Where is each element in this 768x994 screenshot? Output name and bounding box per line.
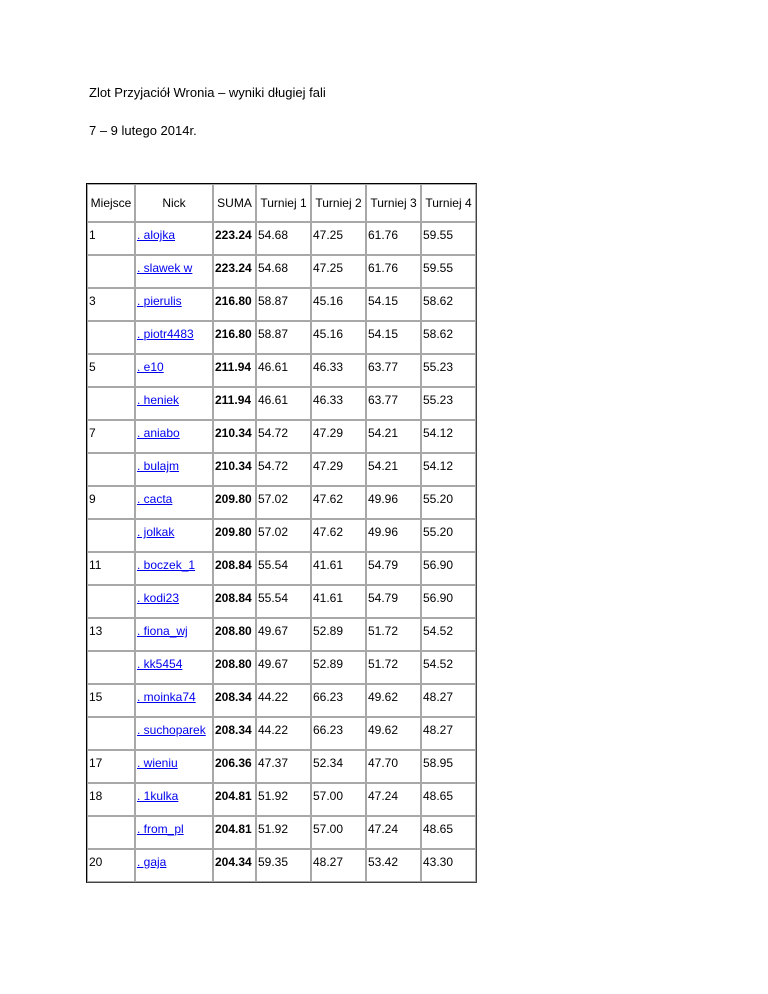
place-cell: 13 — [87, 618, 135, 651]
turniej-3-cell: 54.79 — [366, 552, 421, 585]
turniej-4-cell: 43.30 — [421, 849, 476, 882]
turniej-4-cell: 48.27 — [421, 717, 476, 750]
nick-cell — [135, 420, 213, 453]
nick-cell — [135, 354, 213, 387]
turniej-2-cell: 47.25 — [311, 255, 366, 288]
place-cell — [87, 651, 135, 684]
place-cell: 20 — [87, 849, 135, 882]
turniej-1-cell: 59.35 — [256, 849, 311, 882]
sum-cell: 210.34 — [213, 420, 256, 453]
turniej-3-cell: 49.96 — [366, 519, 421, 552]
turniej-3-cell: 49.96 — [366, 486, 421, 519]
turniej-3-cell: 54.21 — [366, 420, 421, 453]
place-cell: 11 — [87, 552, 135, 585]
turniej-1-cell: 55.54 — [256, 552, 311, 585]
turniej-3-cell: 47.24 — [366, 783, 421, 816]
turniej-1-cell: 46.61 — [256, 387, 311, 420]
header-nick: Nick — [135, 184, 213, 222]
turniej-4-cell: 55.20 — [421, 486, 476, 519]
turniej-2-cell: 47.29 — [311, 420, 366, 453]
nick-cell — [135, 717, 213, 750]
turniej-2-cell: 52.89 — [311, 618, 366, 651]
nick-link[interactable]: . fiona_wj — [137, 624, 188, 638]
turniej-4-cell: 55.23 — [421, 354, 476, 387]
table-row — [87, 783, 476, 816]
turniej-2-cell: 41.61 — [311, 552, 366, 585]
turniej-4-cell: 55.20 — [421, 519, 476, 552]
turniej-4-cell: 54.12 — [421, 453, 476, 486]
sum-cell: 223.24 — [213, 255, 256, 288]
sum-cell: 210.34 — [213, 453, 256, 486]
nick-cell — [135, 453, 213, 486]
table-row — [87, 684, 476, 717]
results-table — [86, 183, 477, 883]
turniej-2-cell: 45.16 — [311, 288, 366, 321]
turniej-2-cell: 47.62 — [311, 519, 366, 552]
table-row — [87, 552, 476, 585]
table-row — [87, 321, 476, 354]
turniej-4-cell: 48.65 — [421, 783, 476, 816]
turniej-4-cell: 58.62 — [421, 288, 476, 321]
place-cell: 15 — [87, 684, 135, 717]
nick-link[interactable]: . kodi23 — [137, 591, 180, 605]
nick-link[interactable]: . boczek_1 — [137, 558, 196, 572]
turniej-2-cell: 45.16 — [311, 321, 366, 354]
turniej-4-cell: 58.95 — [421, 750, 476, 783]
place-cell — [87, 453, 135, 486]
nick-cell — [135, 486, 213, 519]
table-row — [87, 255, 476, 288]
place-cell: 3 — [87, 288, 135, 321]
sum-cell: 208.80 — [213, 651, 256, 684]
turniej-1-cell: 47.37 — [256, 750, 311, 783]
turniej-4-cell: 59.55 — [421, 255, 476, 288]
table-row — [87, 453, 476, 486]
turniej-3-cell: 47.24 — [366, 816, 421, 849]
table-row — [87, 816, 476, 849]
turniej-2-cell: 66.23 — [311, 717, 366, 750]
turniej-3-cell: 49.62 — [366, 684, 421, 717]
nick-cell — [135, 387, 213, 420]
header-sum: SUMA — [213, 184, 256, 222]
nick-cell — [135, 816, 213, 849]
place-cell: 7 — [87, 420, 135, 453]
turniej-2-cell: 52.34 — [311, 750, 366, 783]
turniej-2-cell: 46.33 — [311, 354, 366, 387]
turniej-1-cell: 49.67 — [256, 618, 311, 651]
sum-cell: 208.34 — [213, 717, 256, 750]
place-cell — [87, 585, 135, 618]
nick-link[interactable]: . heniek — [137, 393, 180, 407]
turniej-4-cell: 59.55 — [421, 222, 476, 255]
nick-link[interactable]: . jolkak — [137, 525, 175, 539]
nick-link[interactable]: . moinka74 — [137, 690, 196, 704]
turniej-1-cell: 44.22 — [256, 717, 311, 750]
table-row — [87, 618, 476, 651]
sum-cell: 208.84 — [213, 552, 256, 585]
nick-cell — [135, 288, 213, 321]
nick-cell — [135, 849, 213, 882]
turniej-1-cell: 57.02 — [256, 486, 311, 519]
nick-link[interactable]: . bulajm — [137, 459, 180, 473]
table-row — [87, 354, 476, 387]
nick-link[interactable]: . suchoparek — [137, 723, 206, 737]
sum-cell: 204.34 — [213, 849, 256, 882]
turniej-1-cell: 54.72 — [256, 420, 311, 453]
turniej-2-cell: 41.61 — [311, 585, 366, 618]
turniej-2-cell: 57.00 — [311, 816, 366, 849]
nick-cell — [135, 783, 213, 816]
nick-cell — [135, 750, 213, 783]
sum-cell: 208.84 — [213, 585, 256, 618]
sum-cell: 208.34 — [213, 684, 256, 717]
turniej-3-cell: 63.77 — [366, 387, 421, 420]
sum-cell: 204.81 — [213, 816, 256, 849]
header-turniej-1: Turniej 1 — [256, 184, 311, 222]
nick-link[interactable]: . e10 — [137, 360, 164, 374]
nick-link[interactable]: . aniabo — [137, 426, 180, 440]
turniej-4-cell: 54.52 — [421, 618, 476, 651]
turniej-2-cell: 57.00 — [311, 783, 366, 816]
table-row — [87, 585, 476, 618]
sum-cell: 208.80 — [213, 618, 256, 651]
turniej-1-cell: 58.87 — [256, 321, 311, 354]
turniej-1-cell: 54.68 — [256, 255, 311, 288]
place-cell: 18 — [87, 783, 135, 816]
nick-link[interactable]: . alojka — [137, 228, 176, 242]
turniej-4-cell: 58.62 — [421, 321, 476, 354]
sum-cell: 206.36 — [213, 750, 256, 783]
results-body — [87, 222, 476, 882]
turniej-4-cell: 48.65 — [421, 816, 476, 849]
turniej-3-cell: 54.15 — [366, 288, 421, 321]
place-cell: 5 — [87, 354, 135, 387]
nick-cell — [135, 585, 213, 618]
turniej-1-cell: 58.87 — [256, 288, 311, 321]
place-cell: 1 — [87, 222, 135, 255]
nick-link[interactable]: . from_pl — [137, 822, 184, 836]
place-cell — [87, 519, 135, 552]
turniej-1-cell: 46.61 — [256, 354, 311, 387]
place-cell — [87, 321, 135, 354]
header-turniej-2: Turniej 2 — [311, 184, 366, 222]
turniej-2-cell: 48.27 — [311, 849, 366, 882]
table-row — [87, 750, 476, 783]
table-row — [87, 717, 476, 750]
header-turniej-4: Turniej 4 — [421, 184, 476, 222]
turniej-2-cell: 47.29 — [311, 453, 366, 486]
sum-cell: 211.94 — [213, 354, 256, 387]
table-row — [87, 849, 476, 882]
turniej-4-cell: 54.12 — [421, 420, 476, 453]
nick-link[interactable]: . wieniu — [137, 756, 178, 770]
turniej-4-cell: 55.23 — [421, 387, 476, 420]
place-cell: 9 — [87, 486, 135, 519]
turniej-3-cell: 61.76 — [366, 222, 421, 255]
nick-link[interactable]: . cacta — [137, 492, 173, 506]
turniej-3-cell: 63.77 — [366, 354, 421, 387]
turniej-2-cell: 52.89 — [311, 651, 366, 684]
nick-link[interactable]: . 1kulka — [137, 789, 179, 803]
turniej-3-cell: 61.76 — [366, 255, 421, 288]
table-header-row — [87, 184, 476, 222]
table-row — [87, 288, 476, 321]
turniej-2-cell: 66.23 — [311, 684, 366, 717]
turniej-1-cell: 55.54 — [256, 585, 311, 618]
turniej-1-cell: 49.67 — [256, 651, 311, 684]
header-turniej-3: Turniej 3 — [366, 184, 421, 222]
turniej-1-cell: 51.92 — [256, 783, 311, 816]
nick-link[interactable]: . kk5454 — [137, 657, 183, 671]
place-cell — [87, 816, 135, 849]
sum-cell: 204.81 — [213, 783, 256, 816]
turniej-2-cell: 47.62 — [311, 486, 366, 519]
nick-cell — [135, 552, 213, 585]
sum-cell: 223.24 — [213, 222, 256, 255]
turniej-3-cell: 54.79 — [366, 585, 421, 618]
turniej-1-cell: 44.22 — [256, 684, 311, 717]
place-cell: 17 — [87, 750, 135, 783]
turniej-1-cell: 51.92 — [256, 816, 311, 849]
table-row — [87, 420, 476, 453]
turniej-1-cell: 54.68 — [256, 222, 311, 255]
nick-cell — [135, 222, 213, 255]
nick-cell — [135, 255, 213, 288]
turniej-3-cell: 51.72 — [366, 618, 421, 651]
turniej-2-cell: 46.33 — [311, 387, 366, 420]
table-row — [87, 651, 476, 684]
nick-link[interactable]: . gaja — [137, 855, 167, 869]
sum-cell: 216.80 — [213, 288, 256, 321]
turniej-3-cell: 51.72 — [366, 651, 421, 684]
turniej-4-cell: 56.90 — [421, 552, 476, 585]
sum-cell: 216.80 — [213, 321, 256, 354]
nick-cell — [135, 321, 213, 354]
turniej-3-cell: 49.62 — [366, 717, 421, 750]
nick-link[interactable]: . piotr4483 — [137, 327, 194, 341]
nick-link[interactable]: . pierulis — [137, 294, 182, 308]
table-row — [87, 519, 476, 552]
turniej-3-cell: 53.42 — [366, 849, 421, 882]
sum-cell: 209.80 — [213, 519, 256, 552]
event-date: 7 – 9 lutego 2014r. — [89, 123, 197, 138]
turniej-4-cell: 56.90 — [421, 585, 476, 618]
turniej-3-cell: 47.70 — [366, 750, 421, 783]
table-row — [87, 486, 476, 519]
turniej-3-cell: 54.21 — [366, 453, 421, 486]
nick-cell — [135, 519, 213, 552]
place-cell — [87, 387, 135, 420]
nick-cell — [135, 684, 213, 717]
turniej-1-cell: 57.02 — [256, 519, 311, 552]
turniej-4-cell: 54.52 — [421, 651, 476, 684]
nick-cell — [135, 651, 213, 684]
table-row — [87, 387, 476, 420]
turniej-4-cell: 48.27 — [421, 684, 476, 717]
turniej-3-cell: 54.15 — [366, 321, 421, 354]
place-cell — [87, 255, 135, 288]
page-title: Zlot Przyjaciół Wronia – wyniki długiej fali — [89, 85, 326, 100]
place-cell — [87, 717, 135, 750]
header-place: Miejsce — [87, 184, 135, 222]
nick-link[interactable]: . slawek w — [137, 261, 193, 275]
table-row — [87, 222, 476, 255]
sum-cell: 209.80 — [213, 486, 256, 519]
turniej-2-cell: 47.25 — [311, 222, 366, 255]
sum-cell: 211.94 — [213, 387, 256, 420]
nick-cell — [135, 618, 213, 651]
turniej-1-cell: 54.72 — [256, 453, 311, 486]
